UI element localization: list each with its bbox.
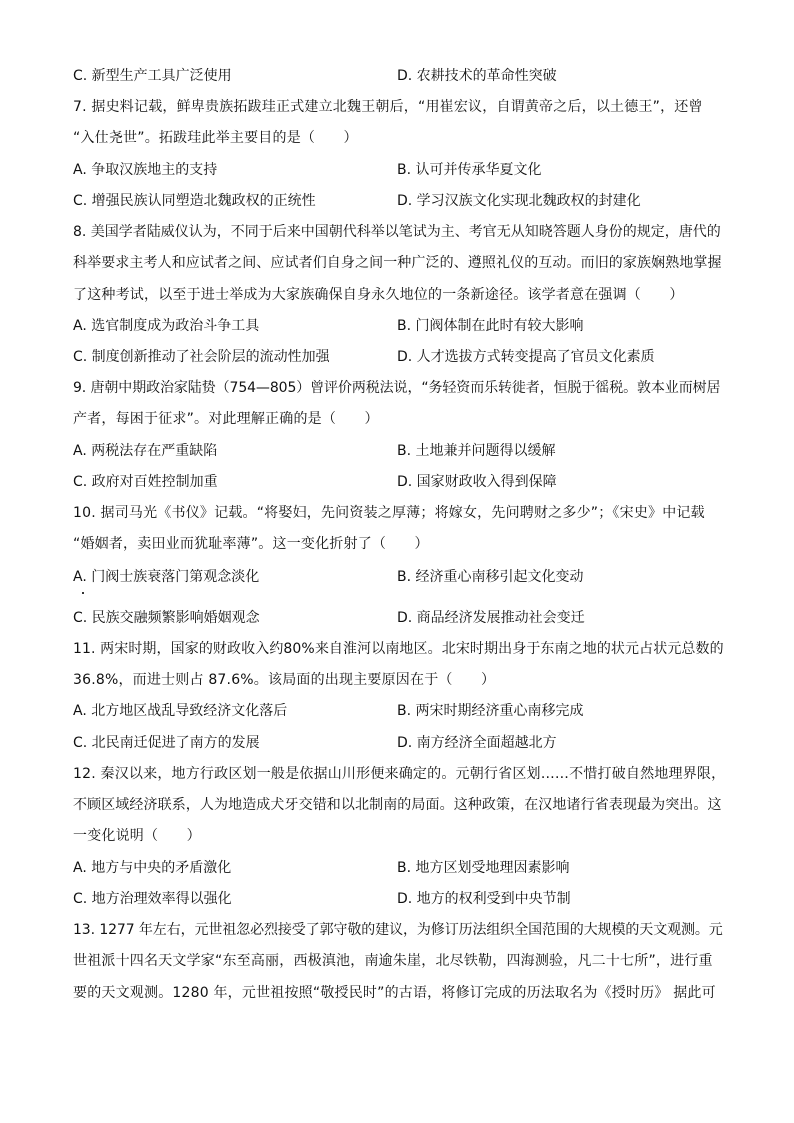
q6-option-c: C. 新型生产工具广泛使用 (73, 68, 232, 84)
q6-option-d: D. 农耕技术的革命性突破 (397, 68, 557, 84)
q11-option-b: B. 两宋时期经济重心南移完成 (397, 703, 584, 719)
q12-option-b: B. 地方区划受地理因素影响 (397, 860, 570, 876)
q8-option-c: C. 制度创新推动了社会阶层的流动性加强 (73, 349, 330, 365)
q10-option-b: B. 经济重心南移引起文化变动 (397, 569, 584, 585)
q10-stem-line-1: 10. 据司马光《书仪》记载。“将娶妇，先问资装之厚薄；将嫁女，先问聘财之多少”；《宋史》中记载 (73, 505, 705, 521)
q11-option-d: D. 南方经济全面超越北方 (397, 735, 557, 751)
q10-stem-line-2: “婚姻者，卖田业而犹耻率薄”。这一变化折射了（ ） (73, 536, 429, 552)
q9-option-a: A. 两税法存在严重缺陷 (73, 443, 218, 459)
q8-option-d: D. 人才选拔方式转变提高了官员文化素质 (397, 349, 655, 365)
q11-stem-line-1: 11. 两宋时期，国家的财政收入约80%来自淮河以南地区。北宋时期出身于东南之地的状元占状元总数的 (73, 641, 724, 657)
q11-stem-line-2: 36.8%，而进士则占 87.6%。该局面的出现主要原因在于（ ） (73, 672, 496, 688)
q12-stem-line-3: 一变化说明（ ） (73, 828, 201, 844)
q11-option-a: A. 北方地区战乱导致经济文化落后 (73, 703, 288, 719)
q10-option-a: A. 门阀士族衰落门第观念淡化 (73, 569, 260, 585)
q8-option-a: A. 选官制度成为政治斗争工具 (73, 318, 260, 334)
q12-option-d: D. 地方的权利受到中央节制 (397, 891, 571, 907)
q13-stem-line-3: 要的天文观测。1280 年，元世祖按照“敬授民时”的古语，将修订完成的历法取名为《授时历》 据此可 (73, 985, 716, 1001)
q13-stem-line-1: 13. 1277 年左右，元世祖忽必烈接受了郭守敬的建议，为修订历法组织全国范围的大规模的天文观测。元 (73, 922, 723, 938)
q7-option-d: D. 学习汉族文化实现北魏政权的封建化 (397, 193, 641, 209)
q7-stem-line-1: 7. 据史料记载，鲜卑贵族拓跋珪正式建立北魏王朝后，“用崔宏议，自谓黄帝之后，以土德王”，还曾 (73, 99, 703, 115)
q7-stem-line-2: “入仕尧世”。拓跋珪此举主要目的是（ ） (73, 130, 358, 146)
q13-stem-line-2: 世祖派十四名天文学家“东至高丽，西极滇池，南逾朱崖，北尽铁勒，四海测验，凡二十七所”，进行重 (73, 953, 713, 969)
q12-option-a: A. 地方与中央的矛盾激化 (73, 860, 232, 876)
q12-stem-line-1: 12. 秦汉以来，地方行政区划一般是依据山川形便来确定的。元朝行省区划……不惜打破自然地理界限， (73, 766, 726, 782)
q10-option-d: D. 商品经济发展推动社会变迁 (397, 610, 585, 626)
q9-option-d: D. 国家财政收入得到保障 (397, 474, 557, 490)
q8-stem-line-2: 科举要求主考人和应试者之间、应试者们自身之间一种广泛的、遵照礼仪的互动。而旧的家族娴熟地掌握 (73, 255, 722, 271)
q10-option-c: C. 民族交融频繁影响婚姻观念 (73, 610, 260, 626)
q9-stem-line-2: 产者，每困于征求”。对此理解正确的是（ ） (73, 411, 379, 427)
q7-option-a: A. 争取汉族地主的支持 (73, 162, 218, 178)
q8-stem-line-1: 8. 美国学者陆威仪认为，不同于后来中国朝代科举以笔试为主、考官无从知晓答题人身份的规定，唐代的 (73, 224, 721, 240)
q12-stem-line-2: 不顾区域经济联系，人为地造成犬牙交错和以北制南的局面。这种政策，在汉地诸行省表现最为突出。这 (73, 797, 722, 813)
q9-option-c: C. 政府对百姓控制加重 (73, 474, 218, 490)
q8-stem-line-3: 了这种考试，以至于进士举成为大家族确保自身永久地位的一条新途径。该学者意在强调（ ） (73, 287, 684, 303)
q7-option-c: C. 增强民族认同塑造北魏政权的正统性 (73, 193, 316, 209)
q7-option-b: B. 认可并传承华夏文化 (397, 162, 542, 178)
q9-option-b: B. 土地兼并问题得以缓解 (397, 443, 556, 459)
q9-stem-line-1: 9. 唐朝中期政治家陆贽（754—805）曾评价两税法说，“务轻资而乐转徙者，恒脱于徭税。敦本业而树居 (73, 380, 721, 396)
q11-option-c: C. 北民南迁促进了南方的发展 (73, 735, 260, 751)
q12-option-c: C. 地方治理效率得以强化 (73, 891, 232, 907)
stray-dot-mark (82, 592, 84, 594)
q8-option-b: B. 门阀体制在此时有较大影响 (397, 318, 584, 334)
